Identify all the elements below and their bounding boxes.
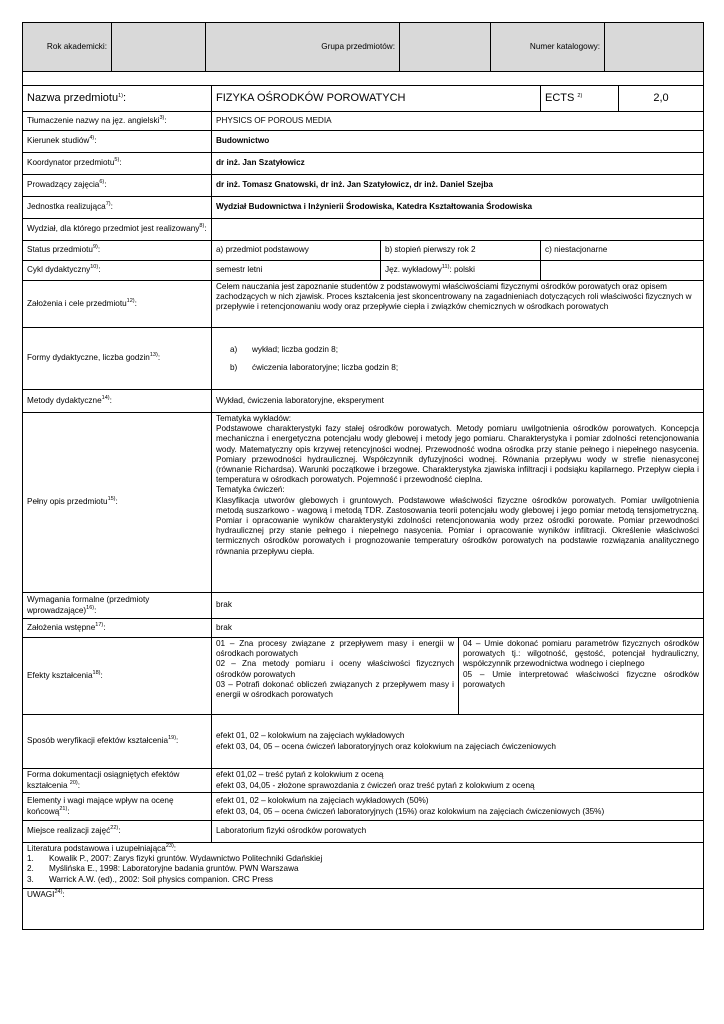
zalozenia-value: Celem nauczania jest zapoznanie studentów z podstawowymi właściwościami fizycznymi ośrodków porowatych oraz opisem zachodzących w nich zjawisk. Proces kształcenia jest skoncentrowany na zagadnieniach dotyczących roli właściwości fizycznych w przepływie i retencjonowaniu wody oraz przepływie ciepła i związków chemicznych w ośrodkach porowatych	[212, 281, 704, 328]
numer-value	[605, 23, 704, 72]
efekty-left: 01 – Zna procesy związane z przepływem masy i energii w ośrodkach porowatych 02 – Zna metody pomiaru i oceny właściwości fizycznych ośrodków porowatych 03 – Potrafi dokonać obliczeń związanych z przepływem masy i energii w ośrodkach porowatych	[212, 638, 459, 715]
literatura-item: 3. Warrick A.W. (ed)., 2002: Soil physics companion. CRC Press	[27, 874, 274, 884]
numer-label: Numer katalogowy:	[491, 23, 605, 72]
ects-value: 2,0	[619, 86, 704, 112]
cykl-label: Cykl dydaktyczny$^{10)}$:	[23, 261, 212, 281]
sposob-label: Sposób weryfikacji efektów kształcenia$^{19)}$:	[23, 715, 212, 769]
metody-label: Metody dydaktyczne$^{14)}$:	[23, 390, 212, 413]
tlumaczenie-value: PHYSICS OF POROUS MEDIA	[212, 112, 704, 131]
prowadzacy-label: Prowadzący zajęcia$^{6)}$:	[23, 175, 212, 197]
opis-text-cwiczenia: Klasyfikacja utworów glebowych i gruntowych. Podstawowe właściwości fizyczne ośrodków porowatych. Pomiar uwilgotnienia metodą suszarkowo - wagową i metodą TDR. Zastosowania teorii potencjału wody glebowej i jego pomiar metodą tensjometryczną. Pomiar i opracowanie wyników charakterystyki zdolności retencjonowania wody przez ośrodki porowate. Pomiar przewodności hydraulicznej przy stanie pełnego i niepełnego nasycenia. Pomiar i opracowanie wyników infiltracji. Określenie właściwości termicznych ośrodków porowatych i prognozowanie temperatury ośrodków porowatych na podstawie rozwiązania analitycznego równania przepływu ciepła.	[216, 495, 699, 556]
cykl-value: semestr letni	[212, 261, 381, 281]
elementy-line-1: efekt 01, 02 – kolokwium na zajęciach wykładowych (50%)	[216, 796, 429, 806]
nazwa-row	[23, 86, 704, 112]
literatura-item: 2. Myślińska E., 1998: Laboratoryjne badania gruntów. PWN Warszawa	[27, 864, 299, 874]
nazwa-label: Nazwa przedmiotu$^{1)}$:	[23, 86, 212, 112]
wstepne-label: Założenia wstępne$^{17)}$:	[23, 619, 212, 638]
prowadzacy-value: dr inż. Tomasz Gnatowski, dr inż. Jan Szatyłowicz, dr inż. Daniel Szejba	[212, 175, 704, 197]
zalozenia-label: Założenia i cele przedmiotu$^{12)}$:	[23, 281, 212, 328]
jednostka-value: Wydział Budownictwa i Inżynierii Środowiska, Katedra Kształtowania Środowiska	[212, 197, 704, 219]
status-c: c) niestacjonarne	[541, 241, 704, 261]
elementy-label: Elementy i wagi mające wpływ na ocenę końcową$^{21)}$:	[23, 793, 212, 821]
ects-label: ECTS $^{2)}$	[541, 86, 619, 112]
formy-label: Formy dydaktyczne, liczba godzin$^{13)}$:	[23, 328, 212, 390]
syllabus-form	[22, 22, 703, 930]
formy-item-a: a) wykład; liczba godzin 8;	[230, 344, 339, 354]
header-table	[22, 22, 704, 86]
literatura-cell	[23, 843, 704, 889]
sposob-line-1: efekt 01, 02 – kolokwium na zajęciach wykładowych	[216, 731, 405, 741]
opis-heading-cwiczenia: Tematyka ćwiczeń:	[216, 485, 285, 495]
grupa-label: Grupa przedmiotów:	[206, 23, 400, 72]
rok-label: Rok akademicki:	[23, 23, 112, 72]
wydzial-value	[212, 219, 704, 241]
elementy-value	[212, 793, 704, 821]
wymagania-value: brak	[212, 593, 704, 619]
grupa-value	[400, 23, 491, 72]
forma-dok-line-2: efekt 03, 04,05 - złożone sprawozdania z ćwiczeń oraz treść pytań z kolokwium z oceną	[216, 780, 535, 790]
wstepne-value: brak	[212, 619, 704, 638]
efekty-label: Efekty kształcenia$^{18)}$:	[23, 638, 212, 715]
kierunek-label: Kierunek studiów$^{4)}$:	[23, 131, 212, 153]
efekty-right: 04 – Umie dokonać pomiaru parametrów fizycznych ośrodków porowatych tj.: wilgotność, gęstość, potencjał hydrauliczny, współczynnik przewodnictwa wodnego i cieplnego 05 – Umie interpretować właściwości fizyczne ośrodków porowatych	[459, 638, 704, 715]
jednostka-label: Jednostka realizująca$^{7)}$:	[23, 197, 212, 219]
forma-dok-value	[212, 769, 704, 793]
status-b: b) stopień pierwszy rok 2	[381, 241, 541, 261]
wydzial-label: Wydział, dla którego przedmiot jest realizowany$^{8)}$:	[23, 219, 212, 241]
wymagania-label: Wymagania formalne (przedmioty wprowadzające)$^{16)}$:	[23, 593, 212, 619]
nazwa-value: FIZYKA OŚRODKÓW POROWATYCH	[212, 86, 541, 112]
miejsce-value: Laboratorium fizyki ośrodków porowatych	[212, 821, 704, 843]
kierunek-value: Budownictwo	[212, 131, 704, 153]
elementy-line-2: efekt 03, 04, 05 – ocena ćwiczeń laboratoryjnych (15%) oraz kolokwium na zajęciach ćwiczeniowych (35%)	[216, 806, 605, 816]
status-label: Status przedmiotu$^{9)}$:	[23, 241, 212, 261]
sposob-value	[212, 715, 704, 769]
opis-text-wyklady: Podstawowe charakterystyki fazy stałej ośrodków porowatych. Metody pomiaru uwilgotnienia ośrodków porowatych. Koncepcja mechaniczna i energetyczna potencjału wody glebowej i metody jego pomiaru. Charakterystyka i pomiar zdolności retencjonowania wody. Matematyczny opis krzywej retencyjności wodnej. Przewodność wodna ośrodka przy stanie pełnego i niepełnego nasycenia. Pomiary przewodności hydraulicznej. Współczynnik dyfuzyjności wodnej. Równania przepływu wody w strefie nienasyconej (równanie Richardsa). Warunki początkowe i brzegowe. Charakterystyka zjawiska infiltracji i podsiąku kapilarnego. Przepływ ciepła i temperatura w ośrodkach porowatych. Pojemność i przewodność cieplna.	[216, 424, 699, 485]
uwagi-cell: UWAGI$^{24)}$:	[23, 889, 704, 930]
opis-heading-wyklady: Tematyka wykładów:	[216, 414, 292, 423]
spacer-row	[23, 72, 704, 86]
literatura-label: Literatura podstawowa i uzupełniająca$^{23)}$:	[27, 843, 177, 853]
opis-value	[212, 413, 704, 593]
cykl-empty	[541, 261, 704, 281]
jezyk-cell: Jęz. wykładowy$^{11)}$: polski	[381, 261, 541, 281]
literatura-item: 1. Kowalik P., 2007: Zarys fizyki gruntów. Wydawnictwo Politechniki Gdańskiej	[27, 854, 323, 864]
formy-value	[212, 328, 704, 390]
status-a: a) przedmiot podstawowy	[212, 241, 381, 261]
koordynator-label: Koordynator przedmiotu$^{5)}$:	[23, 153, 212, 175]
rok-value	[112, 23, 206, 72]
tlumaczenie-label: Tłumaczenie nazwy na jęz. angielski$^{3)}$:	[23, 112, 212, 131]
metody-value: Wykład, ćwiczenia laboratoryjne, eksperyment	[212, 390, 704, 413]
forma-dok-line-1: efekt 01,02 – treść pytań z kolokwium z oceną	[216, 770, 384, 780]
opis-label: Pełny opis przedmiotu$^{15)}$:	[23, 413, 212, 593]
forma-dok-label: Forma dokumentacji osiągniętych efektów kształcenia $^{20)}$:	[23, 769, 212, 793]
sposob-line-2: efekt 03, 04, 05 – ocena ćwiczeń laboratoryjnych oraz kolokwium na zajęciach ćwiczeniowych	[216, 741, 556, 751]
formy-item-b: b) ćwiczenia laboratoryjne; liczba godzin 8;	[230, 362, 399, 372]
miejsce-label: Miejsce realizacji zajęć$^{22)}$:	[23, 821, 212, 843]
main-table	[22, 85, 704, 930]
uwagi-label: UWAGI	[27, 890, 55, 899]
koordynator-value: dr inż. Jan Szatyłowicz	[212, 153, 704, 175]
